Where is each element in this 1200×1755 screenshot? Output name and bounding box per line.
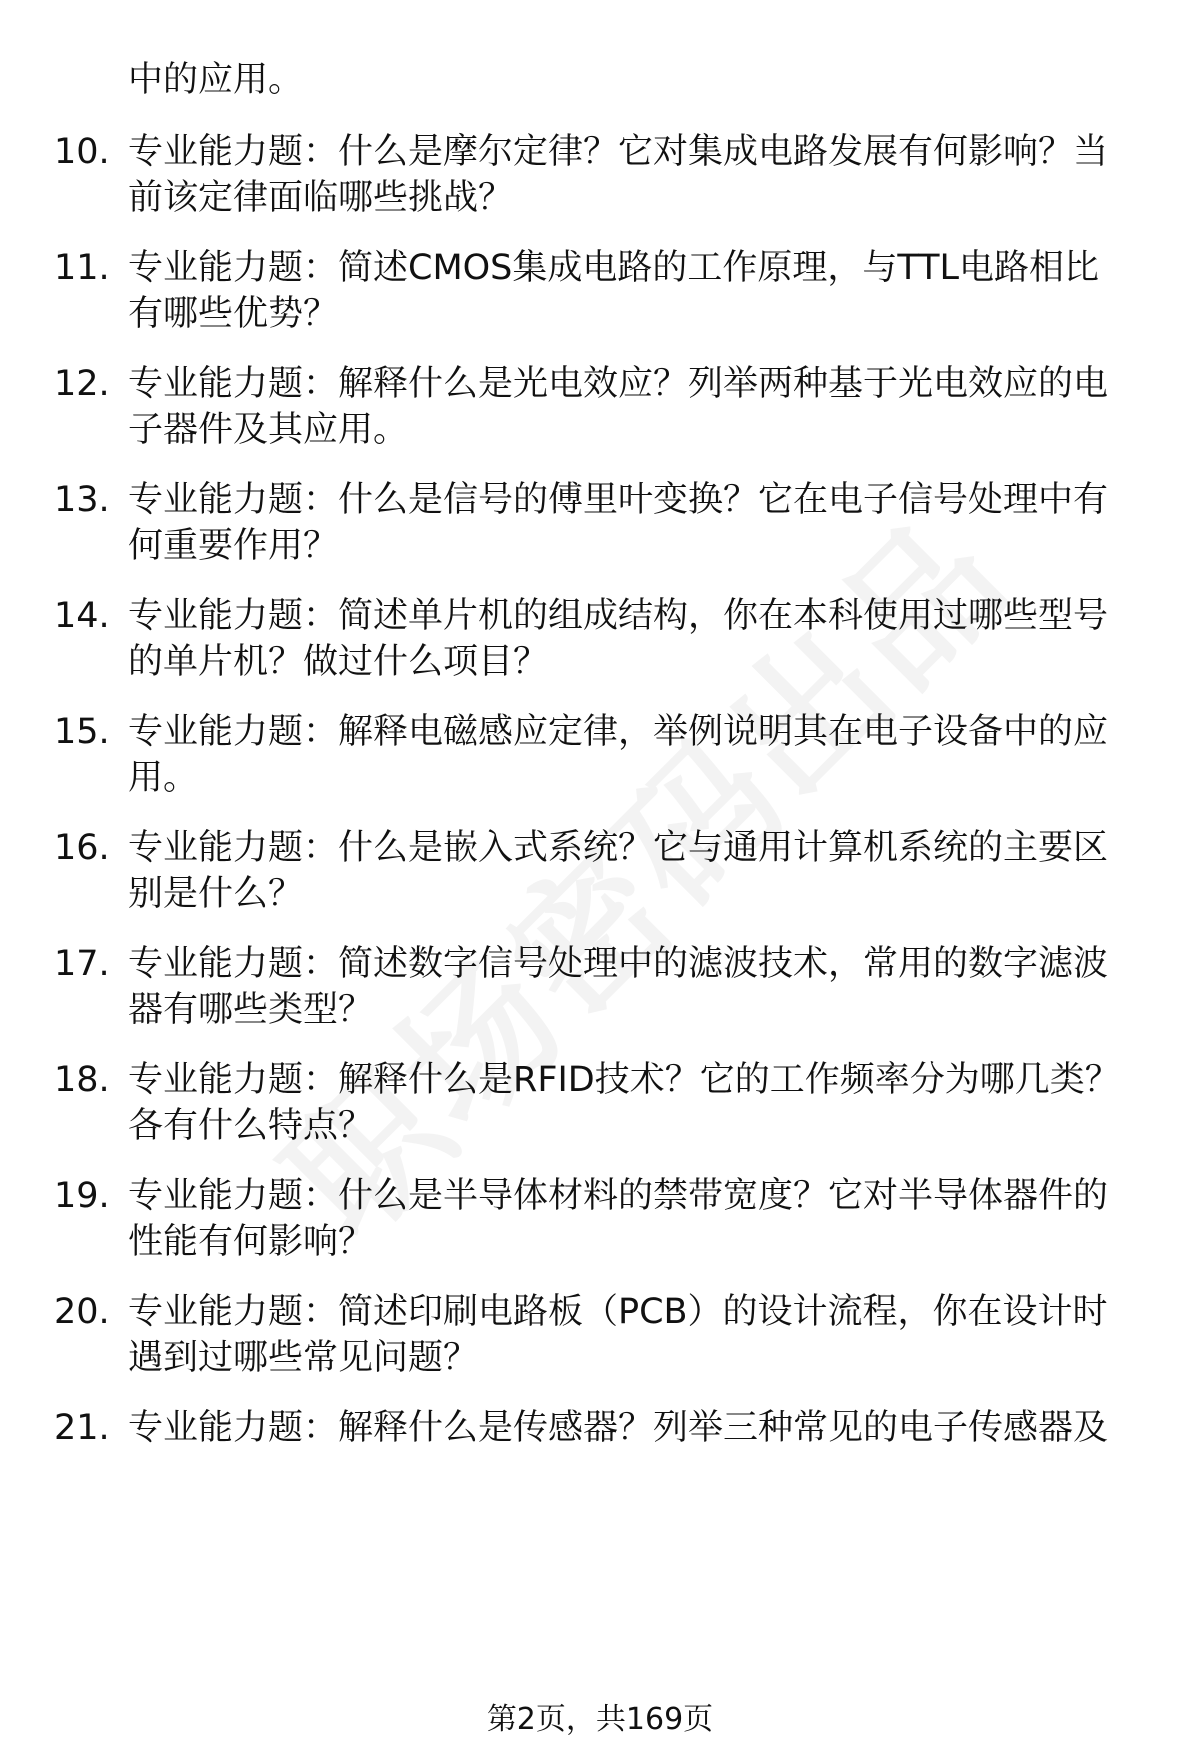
question-text: 专业能力题：简述印刷电路板（PCB）的设计流程，你在设计时 xyxy=(128,1292,1108,1332)
question-text: 专业能力题：解释什么是传感器？列举三种常见的电子传感器及 xyxy=(128,1408,1109,1448)
question-text: 专业能力题：什么是半导体材料的禁带宽度？它对半导体器件的 xyxy=(128,1176,1109,1216)
question-text: 有哪些优势？ xyxy=(128,294,339,334)
question-number: 21. xyxy=(54,1408,110,1448)
question-text: 用。 xyxy=(128,758,199,798)
question-number: 13. xyxy=(54,480,110,520)
question-text: 专业能力题：简述CMOS集成电路的工作原理，与TTL电路相比 xyxy=(128,248,1100,288)
question-number: 19. xyxy=(54,1176,110,1216)
question-text: 专业能力题：解释什么是光电效应？列举两种基于光电效应的电 xyxy=(128,364,1109,404)
question-text: 专业能力题：简述数字信号处理中的滤波技术，常用的数字滤波 xyxy=(128,944,1109,984)
question-number: 12. xyxy=(54,364,110,404)
question-text: 专业能力题：什么是信号的傅里叶变换？它在电子信号处理中有 xyxy=(128,480,1109,520)
question-number: 11. xyxy=(54,248,110,288)
question-number: 15. xyxy=(54,712,110,752)
question-text: 子器件及其应用。 xyxy=(128,410,409,450)
question-text: 各有什么特点？ xyxy=(128,1106,374,1146)
question-text: 专业能力题：什么是摩尔定律？它对集成电路发展有何影响？当 xyxy=(128,132,1109,172)
question-number: 10. xyxy=(54,132,110,172)
question-number: 17. xyxy=(54,944,110,984)
question-number: 20. xyxy=(54,1292,110,1332)
question-text: 别是什么？ xyxy=(128,874,304,914)
question-number: 16. xyxy=(54,828,110,868)
question-text: 前该定律面临哪些挑战？ xyxy=(128,178,514,218)
question-text: 专业能力题：什么是嵌入式系统？它与通用计算机系统的主要区 xyxy=(128,828,1109,868)
question-text: 专业能力题：解释电磁感应定律，举例说明其在电子设备中的应 xyxy=(128,712,1109,752)
question-text: 何重要作用？ xyxy=(128,526,339,566)
question-text: 器有哪些类型？ xyxy=(128,990,374,1030)
question-text: 专业能力题：简述单片机的组成结构，你在本科使用过哪些型号 xyxy=(128,596,1109,636)
continuation-text: 中的应用。 xyxy=(128,60,304,100)
question-text: 性能有何影响？ xyxy=(128,1222,374,1262)
question-text: 遇到过哪些常见问题？ xyxy=(128,1338,479,1378)
question-number: 18. xyxy=(54,1060,110,1100)
question-text: 的单片机？做过什么项目？ xyxy=(128,642,549,682)
question-number: 14. xyxy=(54,596,110,636)
question-text: 专业能力题：解释什么是RFID技术？它的工作频率分为哪几类？ xyxy=(128,1060,1120,1100)
page-footer: 第2页，共169页 xyxy=(486,1702,714,1737)
